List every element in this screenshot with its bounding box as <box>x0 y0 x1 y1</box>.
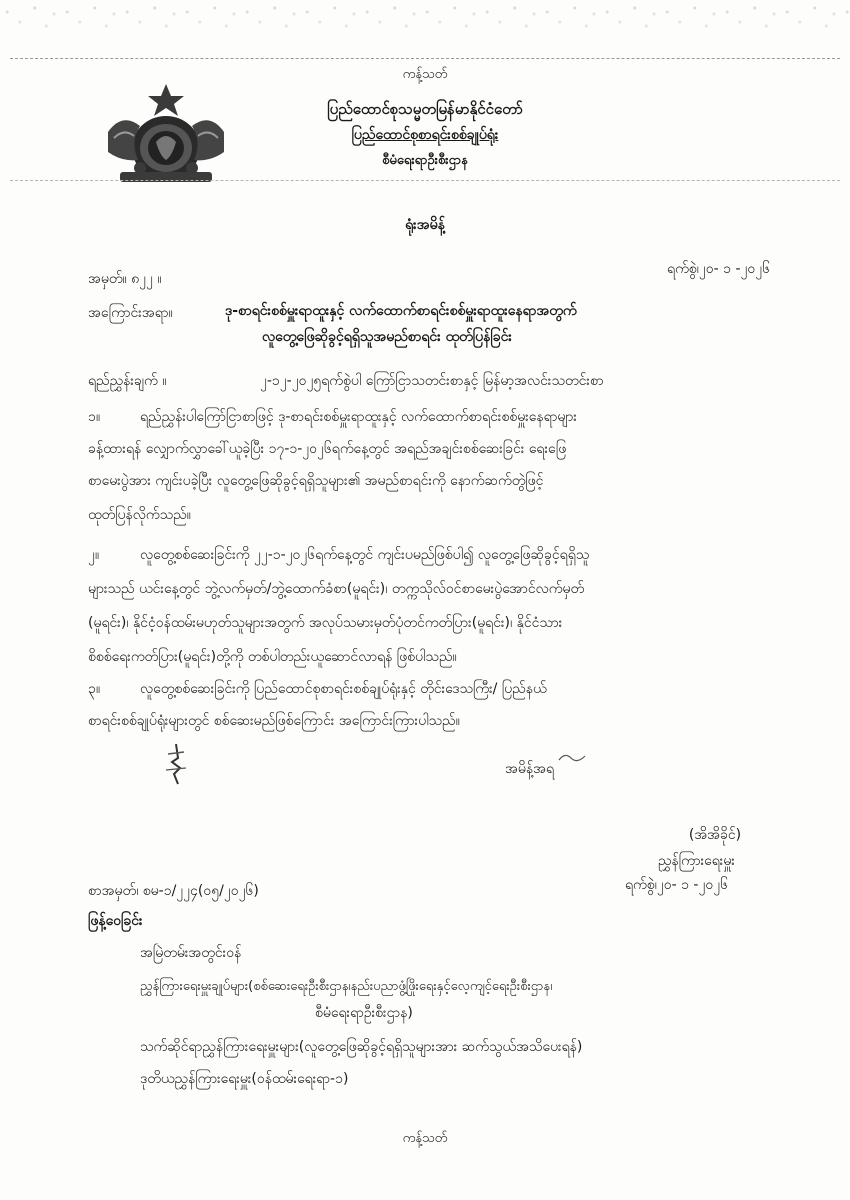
para-3-line: စာရင်းစစ်ချုပ်ရုံးများတွင် စစ်ဆေးမည်ဖြစ်ကြောင်း အကြောင်းကြားပါသည်။ <box>88 713 460 729</box>
header-divider <box>10 180 840 181</box>
classification-bottom: ကန့်သတ် <box>402 1131 448 1146</box>
letter-number: စာအမှတ်၊ စမ-၁/၂၂၄(၀၅/၂၀၂၆) <box>88 883 259 899</box>
subject-line-1: ဒု-စာရင်းစစ်မှူးရာထူးနှင့် လက်ထောက်စာရင်းစစ်မှူးရာထူးနေရာအတွက် <box>225 303 577 319</box>
distribution-item: သက်ဆိုင်ရာညွှန်ကြားရေးမှူးများ(လူတွေ့ဖြေဆိုခွင့်ရရှိသူများအား ဆက်သွယ်အသိပေးရန်) <box>140 1039 583 1055</box>
classification-top: ကန့်သတ် <box>402 67 448 82</box>
para-1-line: ခန့်ထားရန် လျှောက်လွှာခေါ်ယူခဲ့ပြီး ၁၇-၁-၂၀၂၆ရက်နေ့တွင် အရည်အချင်းစစ်ဆေးခြင်း ရေးဖြေ <box>88 441 567 457</box>
top-divider <box>10 58 840 59</box>
para-2-line: စိစစ်ရေးကတ်ပြား(မူရင်း)တို့ကို တစ်ပါတည်းယူဆောင်လာရန် ဖြစ်ပါသည်။ <box>88 649 457 665</box>
scan-noise <box>0 0 850 40</box>
para-2-line: လူတွေ့စစ်ဆေးခြင်းကို ၂၂-၁-၂၀၂၆ရက်နေ့တွင် ကျင်းပမည်ဖြစ်ပါ၍ လူတွေ့ဖြေဆိုခွင့်ရရှိသူ <box>140 547 590 563</box>
signature-mark <box>156 740 196 788</box>
para-2-line: များသည် ယင်းနေ့တွင် ဘွဲ့လက်မှတ်/ဘွဲ့ထောက်ခံစာ(မူရင်း)၊ တက္ကသိုလ်ဝင်စာမေးပွဲအောင်လက်မှတ် <box>88 581 585 597</box>
distribution-item: ညွှန်ကြားရေးမှူးချုပ်များ(စစ်ဆေးရေးဦးစီးဌာန၊နည်းပညာဖွံ့ဖြိုးရေးနှင့်လေ့ကျင့်ရေးဦးစီးဌာန၊ <box>140 979 553 994</box>
signatory-title: ညွှန်ကြားရေးမှူး <box>658 853 735 869</box>
signatory-date: ရက်စွဲ၊၂၀- ၁ -၂၀၂၆ <box>625 877 728 893</box>
signatory-name: (အိအိခိုင်) <box>688 827 742 843</box>
subject-line-2: လူတွေ့ဖြေဆိုခွင့်ရရှိသူအမည်စာရင်း ထုတ်ပြန်ခြင်း <box>262 329 512 345</box>
state-emblem-icon <box>100 82 232 186</box>
distribution-item: အမြဲတမ်းအတွင်းဝန် <box>140 945 242 961</box>
order-date: ရက်စွဲ၊၂၀- ၁ -၂၀၂၆ <box>667 261 770 277</box>
para-1-line: စာမေးပွဲအား ကျင်းပခဲ့ပြီး လူတွေ့ဖြေဆိုခွင့်ရရှိသူများ၏ အမည်စာရင်းကို နောက်ဆက်တွဲဖြင့် <box>88 473 544 489</box>
reference-label: ရည်ညွှန်းချက် ။ <box>88 373 167 389</box>
para-3-line: လူတွေ့စစ်ဆေးခြင်းကို ပြည်ထောင်စုစာရင်းစစ်ချုပ်ရုံးနှင့် တိုင်းဒေသကြီး/ ပြည်နယ် <box>140 681 547 697</box>
para-2-line: (မူရင်း)၊ နိုင်ငံ့ဝန်ထမ်းမဟုတ်သူများအတွက် အလုပ်သမားမှတ်ပုံတင်ကတ်ပြား(မူရင်း)၊ နိုင်ငံသား <box>88 615 563 631</box>
para-1-line: ရည်ညွှန်းပါကြော်ငြာစာဖြင့် ဒု-စာရင်းစစ်မှူးရာထူးနှင့် လက်ထောက်စာရင်းစစ်မှူးနေရာများ <box>140 409 577 425</box>
subject-label: အကြောင်းအရာ။ <box>88 305 173 321</box>
header-office: ပြည်ထောင်စုစာရင်းစစ်ချုပ်ရုံး <box>351 127 499 143</box>
header-government: ပြည်ထောင်စုသမ္မတမြန်မာနိုင်ငံတော် <box>327 100 523 118</box>
distribution-item: စီမံရေးရာဦးစီးဌာန) <box>315 1005 413 1021</box>
doc-type: ရုံးအမိန့် <box>405 217 445 233</box>
distribution-heading: ဖြန့်ဝေခြင်း <box>88 913 143 929</box>
reference-text: ၂-၁၂-၂၀၂၅ရက်စွဲပါ ကြော်ငြာသတင်းစာနှင့် မြန်မာ့အလင်းသတင်းစာ <box>260 373 604 389</box>
distribution-item: ဒုတိယညွှန်ကြားရေးမှူး(ဝန်ထမ်းရေးရာ-၁) <box>140 1071 349 1087</box>
para-2-number: ၂။ <box>88 547 100 563</box>
para-1-number: ၁။ <box>88 409 101 425</box>
header-department: စီမံရေးရာဦးစီးဌာန <box>382 153 468 168</box>
order-number: အမှတ်။ ၈၂၂ ။ <box>88 271 162 287</box>
para-1-line: ထုတ်ပြန်လိုက်သည်။ <box>88 507 191 523</box>
para-3-number: ၃။ <box>88 681 101 697</box>
by-order: အမိန့်အရ <box>505 761 554 777</box>
